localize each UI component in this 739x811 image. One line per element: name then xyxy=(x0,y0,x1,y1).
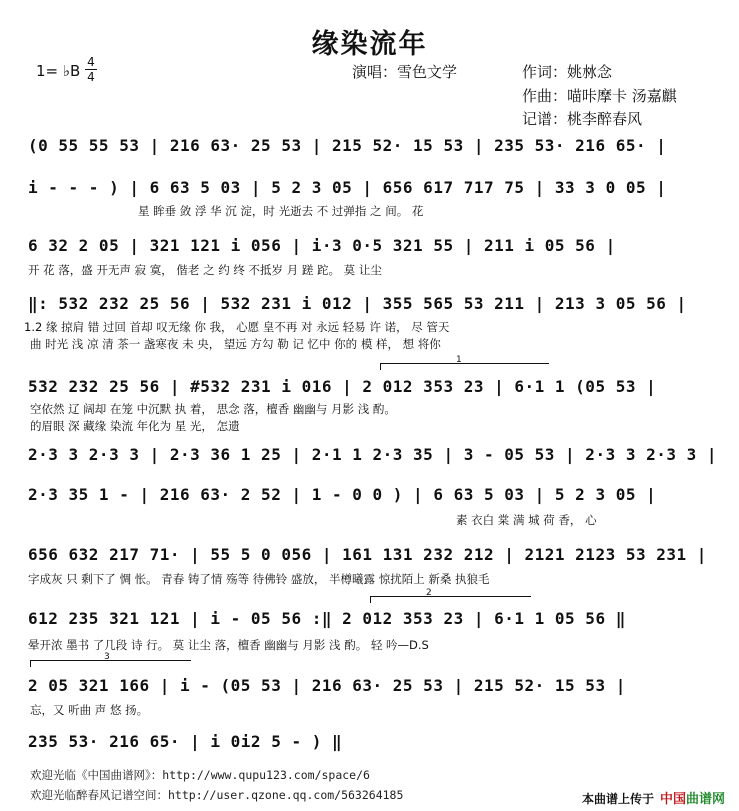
transcriber-credit: 记谱：桃李醉春风 xyxy=(522,110,643,128)
volta-bracket-1 xyxy=(380,363,549,370)
time-signature xyxy=(85,56,97,83)
score-row-2: i - - - ) | 6 63 5 03 | 5 2 3 05 | 656 617 717 75 | 33 3 0 05 | xyxy=(28,178,667,197)
score-row-5: 532 232 25 56 | #532 231 i 016 | 2 012 353 23 | 6·1 1 (05 53 | xyxy=(28,377,657,396)
upload-notice xyxy=(582,788,725,807)
volta-bracket-3 xyxy=(30,660,191,667)
lyrics-row-2: 星 眸垂 敛 浮 华 沉 淀，时 光逝去 不 过弹指 之 间。 花 xyxy=(138,204,424,218)
footer-link-qzone: 欢迎光临醉春风记谱空间：http://user.qzone.qq.com/563264185 xyxy=(30,788,404,802)
lyrics-row-5-verse1: 空依然 辽 阔却 在笼 中沉默 执 着， 思念 落，檀香 幽幽与 月影 浅 酌。 xyxy=(30,402,396,416)
lyrics-row-7: 素 衣白 棠 满 城 荷 香， 心 xyxy=(456,513,597,527)
volta-number-1: 1 xyxy=(456,355,462,365)
lyricist-credit: 作词：姚沝念 xyxy=(522,63,613,81)
key-signature: 1= ♭B xyxy=(36,62,81,80)
lyrics-row-10: 忘，又 听曲 声 悠 扬。 xyxy=(30,703,149,717)
lyrics-row-8: 字成灰 只 剩下了 惆 怅。 青春 铸了情 殇等 待佛铃 盛放， 半樽曦露 惊扰陌上 新桑 执狼毛 xyxy=(28,572,490,586)
singer-credit: 演唱：雪色文学 xyxy=(352,63,458,81)
lyrics-row-3: 开 花 落，盛 开无声 寂 寞， 偕老 之 约 终 不抵岁 月 蹉 跎。 莫 让尘 xyxy=(28,263,382,277)
score-row-4: ‖: 532 232 25 56 | 532 231 i 012 | 355 565 53 211 | 213 3 05 56 | xyxy=(28,294,687,313)
score-row-8: 656 632 217 71· | 55 5 0 056 | 161 131 232 212 | 2121 2123 53 231 | xyxy=(28,545,707,564)
score-row-11: 235 53· 216 65· | i 0i2 5 - ) ‖ xyxy=(28,732,343,751)
volta-number-2: 2 xyxy=(426,588,432,598)
logo-text-green: 曲谱网 xyxy=(685,792,725,807)
upload-text: 本曲谱上传于 xyxy=(581,792,654,806)
footer-link-qupu: 欢迎光临《中国曲谱网》：http://www.qupu123.com/space/6 xyxy=(30,768,370,782)
meter-bottom: 4 xyxy=(87,70,95,84)
score-row-7: 2·3 35 1 - | 216 63· 2 52 | 1 - 0 0 ) | 6 63 5 03 | 5 2 3 05 | xyxy=(28,485,657,504)
site-logo xyxy=(660,788,725,807)
composer-credit: 作曲：喵咔摩卡 汤嘉麒 xyxy=(522,87,677,105)
lyrics-row-5-verse2: 的眉眼 深 藏缘 染流 年化为 星 光， 怎遗 xyxy=(30,419,240,433)
meter-top: 4 xyxy=(87,55,95,69)
logo-text-red: 中国 xyxy=(659,792,686,807)
score-row-6: 2·3 3 2·3 3 | 2·3 36 1 25 | 2·1 1 2·3 35 | 3 - 05 53 | 2·3 3 2·3 3 | xyxy=(28,445,718,464)
score-row-3: 6 32 2 05 | 321 121 i 056 | i·3 0·5 321 55 | 211 i 05 56 | xyxy=(28,236,616,255)
lyrics-row-4-verse1: 1.2 缘 掠肩 错 过回 首却 叹无缘 你 我， 心愿 皇不再 对 永远 轻易 许 诺， 尽 管天 xyxy=(24,320,450,334)
volta-number-3: 3 xyxy=(104,652,110,662)
volta-bracket-2 xyxy=(370,596,531,603)
lyrics-row-4-verse2: 曲 时光 浅 凉 清 茶一 盏寒夜 未 央， 望远 方勾 勒 记 忆中 你的 模 样， 想 将你 xyxy=(30,337,441,351)
score-row-10: 2 05 321 166 | i - (05 53 | 216 63· 25 53 | 215 52· 15 53 | xyxy=(28,676,626,695)
score-row-9: 612 235 321 121 | i - 05 56 :‖ 2 012 353 23 | 6·1 1 05 56 ‖ xyxy=(28,609,626,628)
score-row-1: (0 55 55 53 | 216 63· 25 53 | 215 52· 15 53 | 235 53· 216 65· | xyxy=(28,136,667,155)
lyrics-row-9: 晕开浓 墨书 了几段 诗 行。 莫 让尘 落，檀香 幽幽与 月影 浅 酌。 轻 吟—D.S xyxy=(28,638,429,652)
song-title: 缘染流年 xyxy=(311,29,428,60)
